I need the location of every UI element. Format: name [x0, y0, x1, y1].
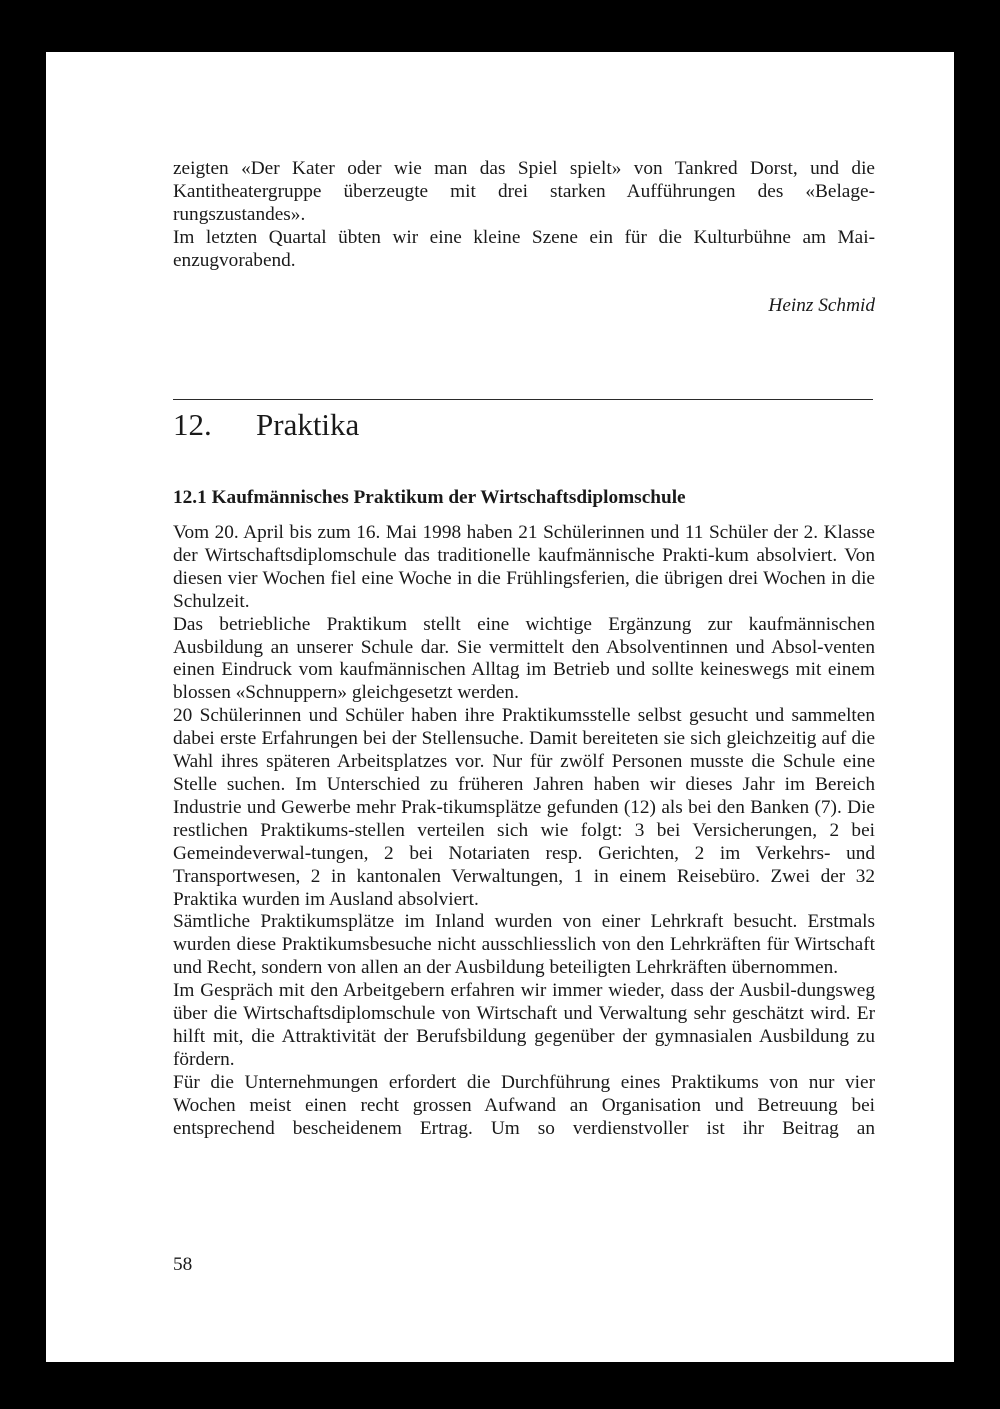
intro-paragraph: zeigten «Der Kater oder wie man das Spiel spielt» von Tankred Dorst, und die Kantitheatergruppe überzeugte mit drei starken Aufführungen des «Belage-rungszustandes».	[173, 158, 875, 225]
subsection-heading: 12.1 Kaufmännisches Praktikum der Wirtschaftsdiplomschule	[173, 487, 686, 508]
intro-text	[173, 158, 875, 273]
body-paragraph: Vom 20. April bis zum 16. Mai 1998 haben 21 Schülerinnen und 11 Schüler der 2. Klasse der Wirtschaftsdiplomschule das traditionelle kaufmännische Prakti-kum absolviert. Von diesen vier Wochen fiel eine Woche in die Frühlingsferien, die übrigen drei Wochen in die Schulzeit.	[173, 522, 875, 612]
section-title: Praktika	[256, 407, 360, 442]
body-paragraph: 20 Schülerinnen und Schüler haben ihre Praktikumsstelle selbst gesucht und sammelten dabei erste Erfahrungen bei der Stellensuche. Damit bereiteten sie sich gleichzeitig auf die Wahl ihres späteren Arbeitsplatzes vor. Nur für zwölf Personen musste die Schule eine Stelle suchen. Im Unterschied zu früheren Jahren haben wir dieses Jahr im Bereich Industrie und Gewerbe mehr Prak-tikumsplätze gefunden (12) als bei den Banken (7). Die restlichen Praktikums-stellen verteilen sich wie folgt: 3 bei Versicherungen, 2 bei Gemeindeverwal-tungen, 2 bei Notariaten resp. Gerichten, 2 im Verkehrs- und Transportwesen, 2 in kantonalen Verwaltungen, 1 in einem Reisebüro. Zwei der 32 Praktika wurden im Ausland absolviert.	[173, 705, 875, 910]
body-paragraph: Im Gespräch mit den Arbeitgebern erfahren wir immer wieder, dass der Ausbil-dungsweg über die Wirtschaftsdiplomschule von Wirtschaft und Verwaltung sehr geschätzt wird. Er hilft mit, die Attraktivität der Berufsbildung gegenüber der gymnasialen Ausbildung zu fördern.	[173, 980, 875, 1070]
section-number: 12.	[173, 407, 212, 442]
body-paragraph: Für die Unternehmungen erfordert die Durchführung eines Praktikums von nur vier Wochen meist einen recht grossen Aufwand an Organisation und Betreuung bei entsprechend bescheidenem Ertrag. Um so verdienstvoller ist ihr Beitrag an	[173, 1071, 875, 1139]
section-divider	[173, 399, 873, 400]
page-number: 58	[173, 1254, 193, 1275]
intro-paragraph: Im letzten Quartal übten wir eine kleine Szene ein für die Kulturbühne am Mai-enzugvorabend.	[173, 226, 875, 271]
section-heading	[173, 404, 875, 446]
document-page	[46, 52, 954, 1362]
body-text	[173, 522, 875, 1140]
body-paragraph: Das betriebliche Praktikum stellt eine wichtige Ergänzung zur kaufmännischen Ausbildung an unserer Schule dar. Sie vermittelt den Absolventinnen und Absol-venten einen Eindruck vom kaufmännischen Alltag im Betrieb und sollte keineswegs mit einem blossen «Schnuppern» gleichgesetzt werden.	[173, 613, 875, 704]
body-paragraph: Sämtliche Praktikumsplätze im Inland wurden von einer Lehrkraft besucht. Erstmals wurden diese Praktikumsbesuche nicht ausschliesslich von den Lehrkräften für Wirtschaft und Recht, sondern von allen an der Ausbildung beteiligten Lehrkräften übernommen.	[173, 911, 875, 979]
author-signature: Heinz Schmid	[768, 295, 875, 316]
